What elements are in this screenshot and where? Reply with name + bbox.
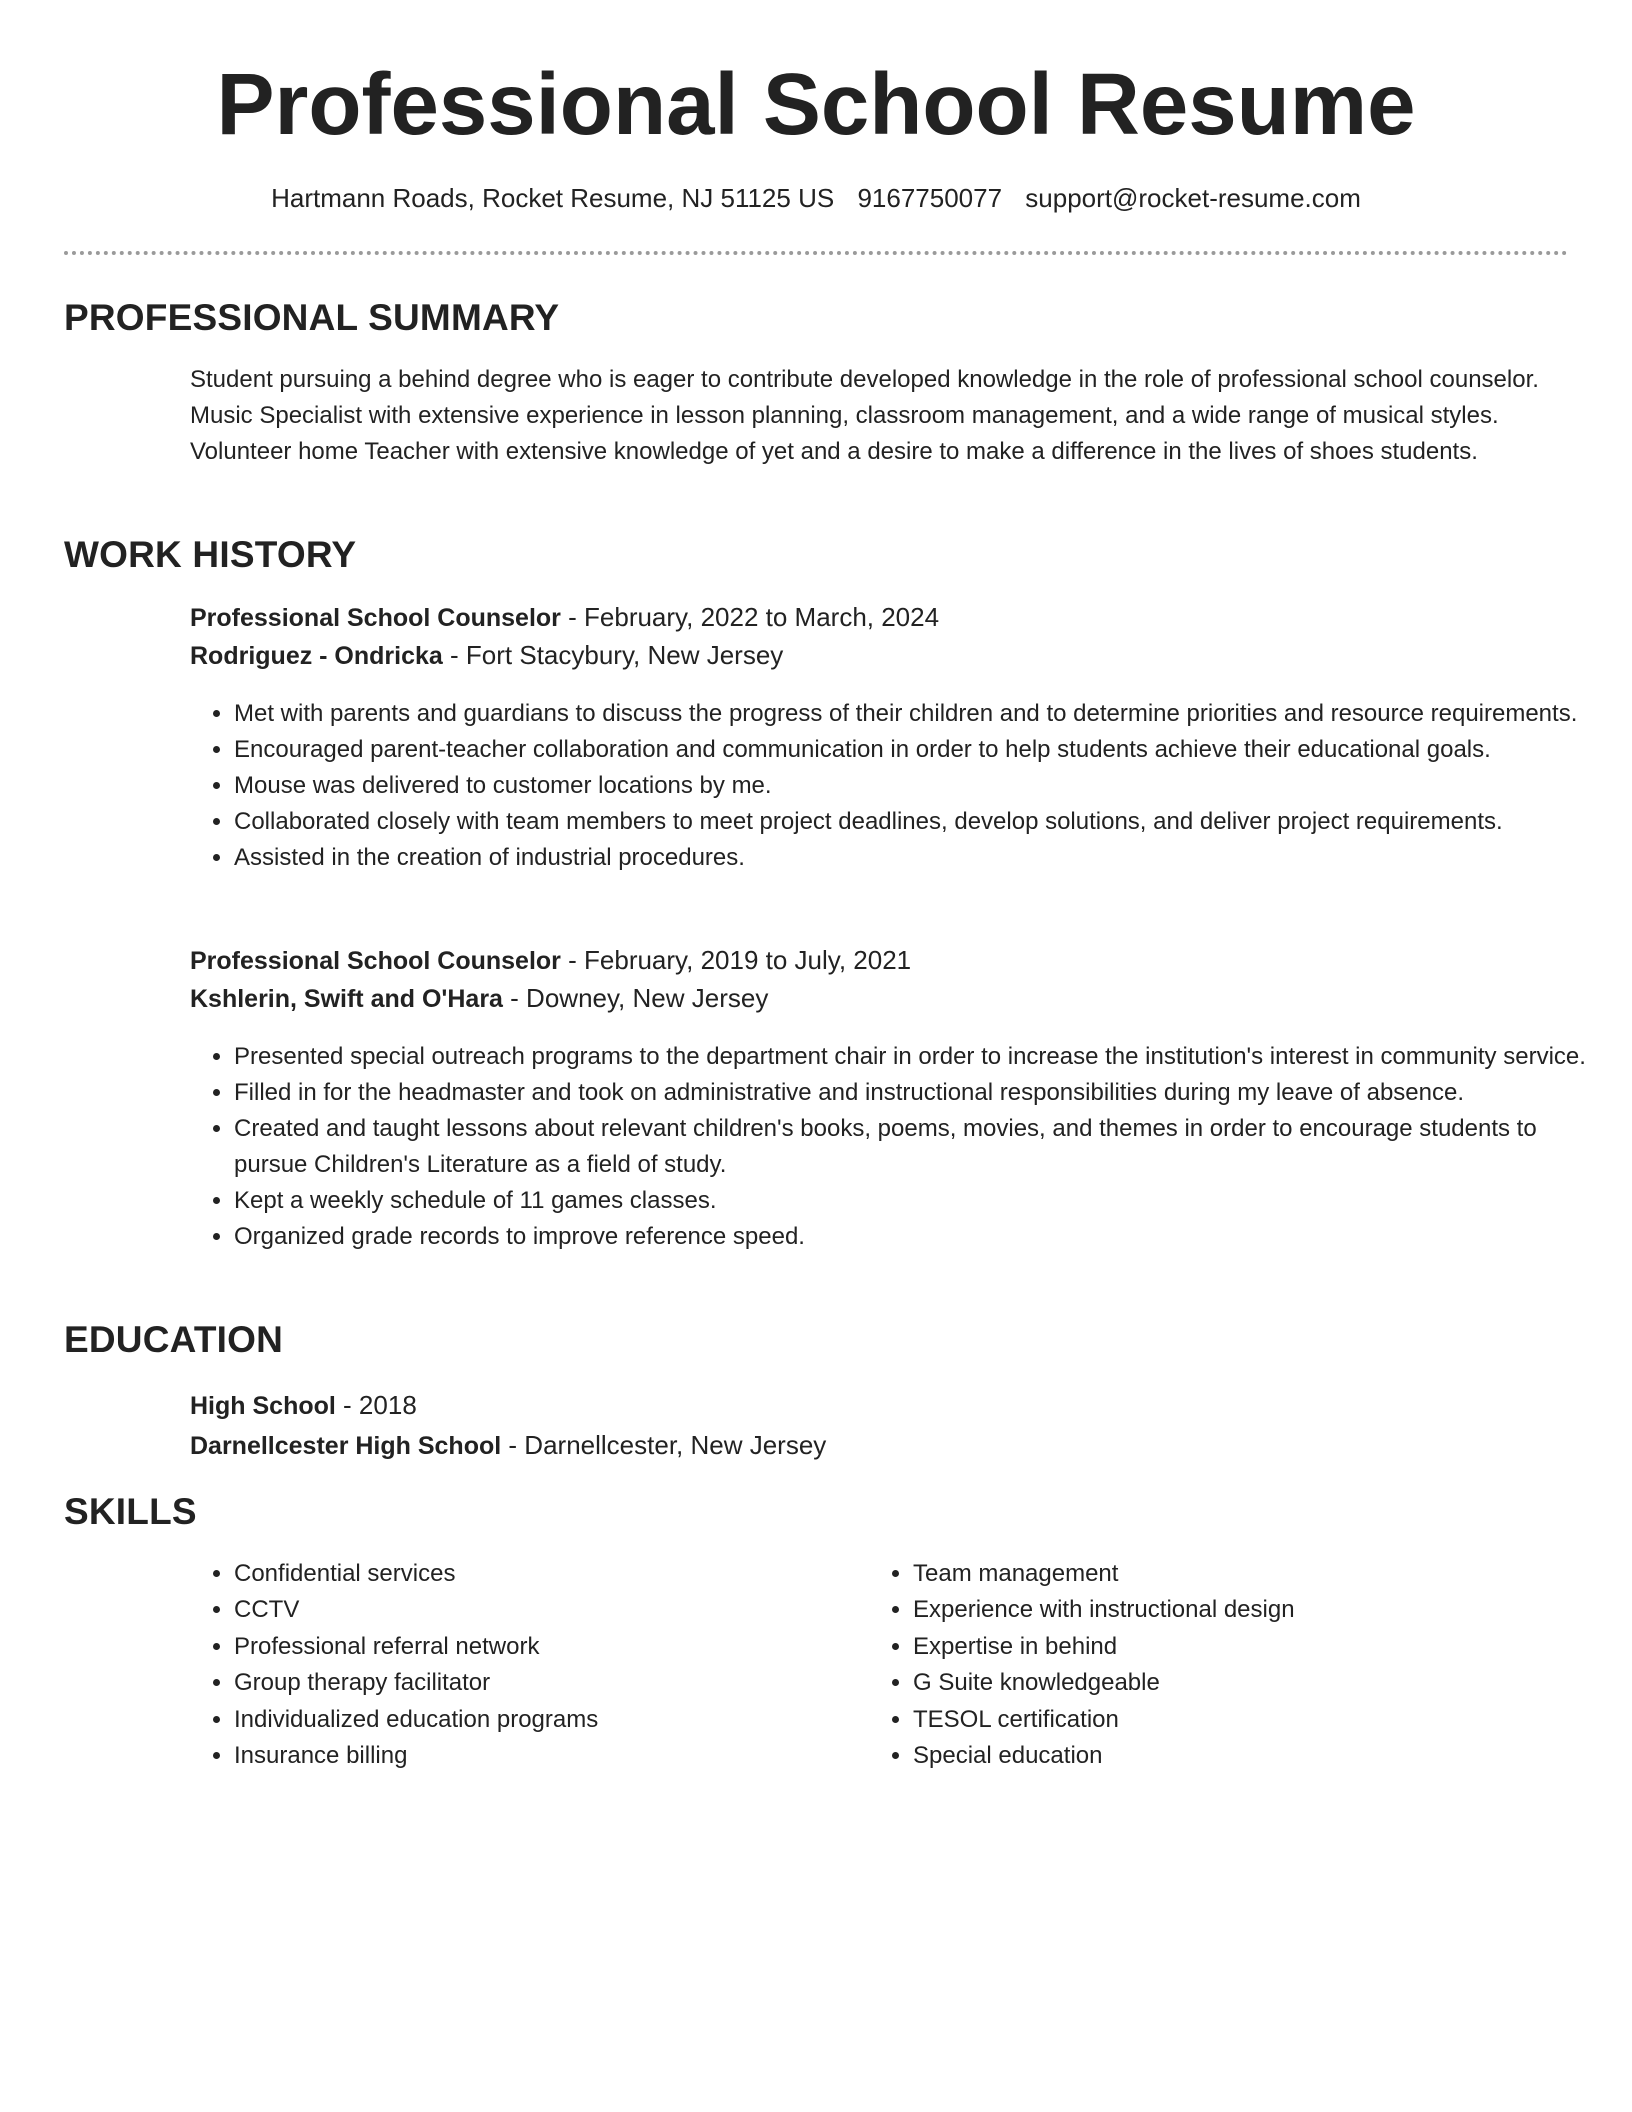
list-item: • Assisted in the creation of industrial procedures.: [234, 840, 1614, 876]
list-item: • Created and taught lessons about relevant children's books, poems, movies, and themes in order to encourage students to pursue Children's Literature as a field of study.: [234, 1111, 1614, 1183]
job-1-location: - Fort Stacybury, New Jersey: [442, 640, 784, 670]
summary-heading: PROFESSIONAL SUMMARY: [64, 297, 560, 338]
job-2-bullets: [190, 1039, 1614, 1255]
list-item: • Filled in for the headmaster and took on administrative and instructional responsibilities during my leave of absence.: [234, 1075, 1614, 1111]
list-item: • Group therapy facilitator: [234, 1665, 854, 1701]
job-1-dates: - February, 2022 to March, 2024: [560, 602, 940, 632]
job-2-company: Kshlerin, Swift and O'Hara: [190, 985, 503, 1013]
list-item: • Special education: [913, 1738, 1593, 1774]
job-2-title-line: [190, 941, 911, 980]
contact-line: [0, 180, 1632, 216]
contact-address: Hartmann Roads, Rocket Resume, NJ 51125 US: [271, 183, 835, 213]
education-degree-line: [190, 1386, 417, 1425]
education-degree: High School: [190, 1392, 336, 1420]
contact-phone: 9167750077: [857, 183, 1003, 213]
list-item: • G Suite knowledgeable: [913, 1665, 1593, 1701]
education-heading: EDUCATION: [64, 1319, 283, 1360]
list-item: • Met with parents and guardians to discuss the progress of their children and to determine priorities and resource requirements.: [234, 696, 1614, 732]
list-item: • Kept a weekly schedule of 11 games classes.: [234, 1183, 1614, 1219]
education-school: Darnellcester High School: [190, 1432, 502, 1460]
list-item: • Mouse was delivered to customer locations by me.: [234, 768, 1614, 804]
skills-list-right: [869, 1556, 1593, 1774]
contact-email[interactable]: support@rocket-resume.com: [1025, 183, 1361, 213]
job-2-location: - Downey, New Jersey: [502, 983, 769, 1013]
list-item: • Confidential services: [234, 1556, 854, 1592]
list-item: • Collaborated closely with team members to meet project deadlines, develop solutions, and deliver project requirements.: [234, 804, 1614, 840]
job-1-company-line: [190, 636, 783, 675]
list-item: • Experience with instructional design: [913, 1592, 1593, 1628]
list-item: • Team management: [913, 1556, 1593, 1592]
list-item: • Insurance billing: [234, 1738, 854, 1774]
list-item: • Expertise in behind: [913, 1629, 1593, 1665]
job-1-title-line: [190, 598, 939, 637]
job-1-title: Professional School Counselor: [190, 604, 561, 632]
education-school-line: [190, 1426, 826, 1465]
job-2-title: Professional School Counselor: [190, 947, 561, 975]
summary-text: Student pursuing a behind degree who is eager to contribute developed knowledge in the role of professional school counselor. Music Specialist with extensive experience in lesson planning, classroom management, and a wide range of musical styles. Volunteer home Teacher with extensive knowledge of yet and a desire to make a difference in the lives of shoes students.: [190, 366, 1539, 465]
header-divider: [64, 251, 1568, 255]
job-2-company-line: [190, 979, 768, 1018]
list-item: • Presented special outreach programs to the department chair in order to increase the institution's interest in community service.: [234, 1039, 1614, 1075]
education-year: - 2018: [335, 1390, 417, 1420]
job-1-company: Rodriguez - Ondricka: [190, 642, 443, 670]
skills-heading: SKILLS: [64, 1491, 197, 1532]
list-item: • TESOL certification: [913, 1702, 1593, 1738]
list-item: • Encouraged parent-teacher collaboration and communication in order to help students achieve their educational goals.: [234, 732, 1614, 768]
education-location: - Darnellcester, New Jersey: [501, 1430, 827, 1460]
list-item: • CCTV: [234, 1592, 854, 1628]
resume-title: Professional School Resume: [216, 56, 1416, 153]
list-item: • Organized grade records to improve reference speed.: [234, 1219, 1614, 1255]
list-item: • Individualized education programs: [234, 1702, 854, 1738]
list-item: • Professional referral network: [234, 1629, 854, 1665]
work-history-heading: WORK HISTORY: [64, 534, 357, 575]
skills-list-left: [190, 1556, 854, 1774]
job-1-bullets: [190, 696, 1614, 876]
job-2-dates: - February, 2019 to July, 2021: [560, 945, 912, 975]
